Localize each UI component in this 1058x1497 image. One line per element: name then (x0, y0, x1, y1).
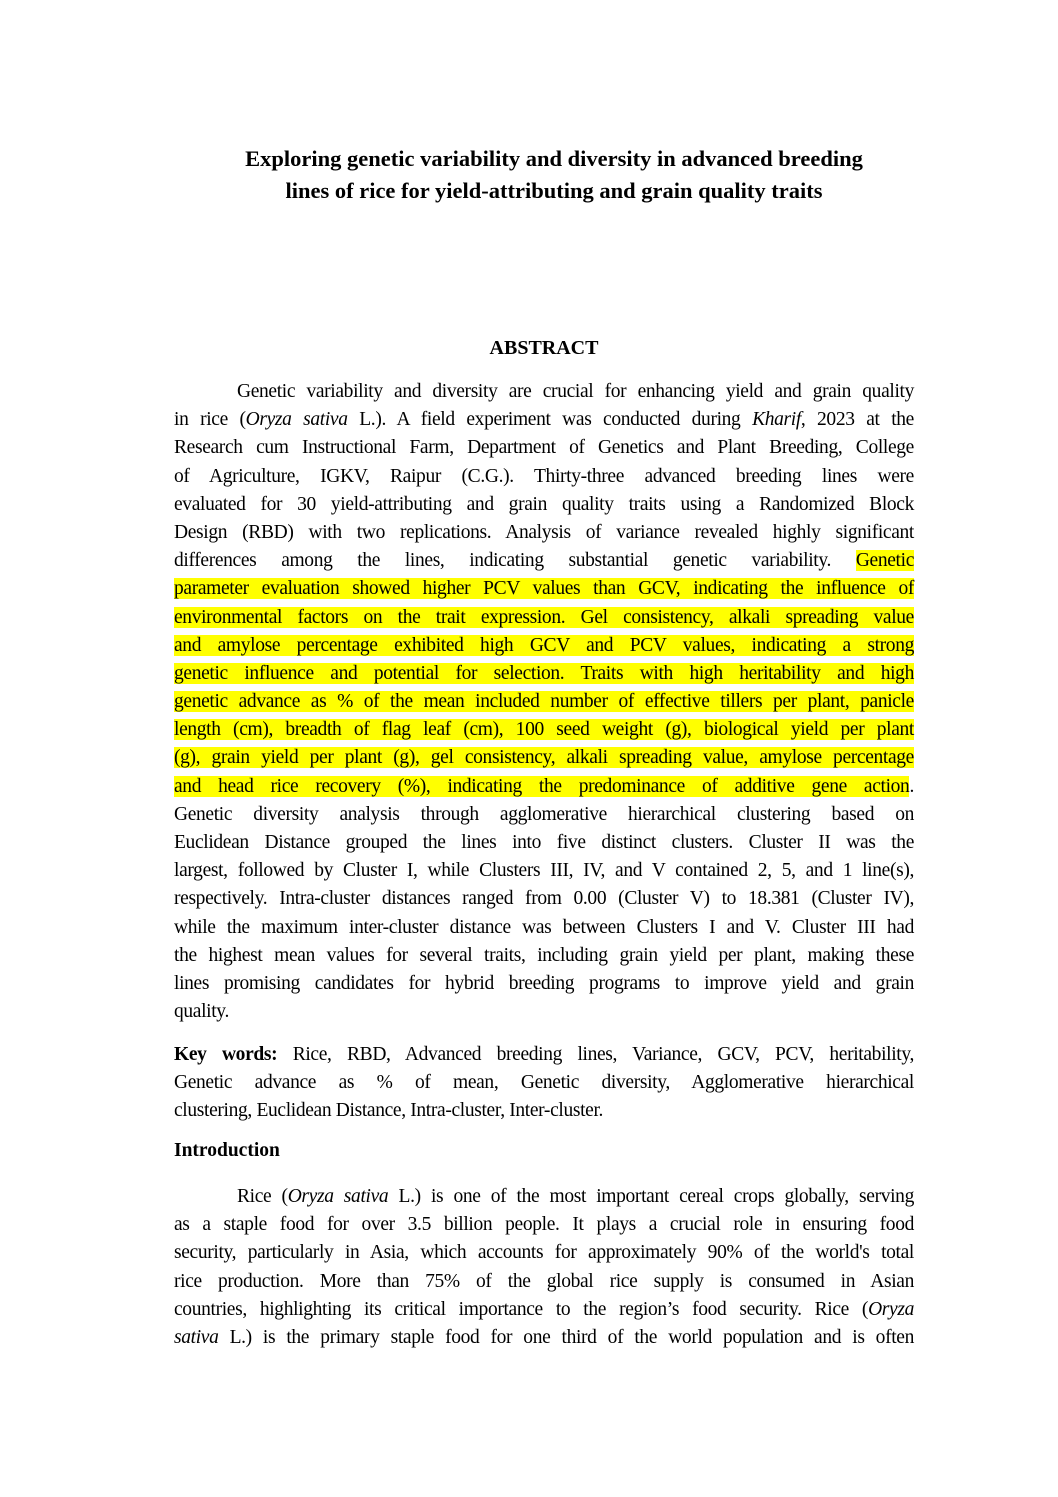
text-line (174, 688, 914, 716)
text-line (174, 660, 914, 688)
paper-title (150, 143, 958, 207)
text-line (174, 1041, 914, 1069)
text-segment: in rice ( (174, 409, 246, 431)
text-segment: quality. (174, 1001, 229, 1023)
highlighted-text: environmental factors on the trait expression. Gel consistency, alkali spreading value (174, 606, 914, 628)
italic-text: Oryza sativa (245, 409, 348, 431)
text-line (174, 970, 914, 998)
abstract-paragraph (174, 378, 914, 1026)
text-line (174, 519, 914, 547)
text-line (174, 744, 914, 772)
text-segment: Euclidean Distance grouped the lines into five distinct clusters. Cluster II was the (174, 832, 914, 853)
text-segment: L.) is the primary staple food for one third of the world population and is often (218, 1326, 914, 1348)
highlighted-text: length (cm), breadth of flag leaf (cm), 100 seed weight (g), biological yield per plant (174, 719, 914, 741)
introduction-heading: Introduction (174, 1140, 280, 1161)
text-line (174, 575, 914, 603)
italic-text: Oryza sativa (287, 1186, 389, 1207)
text-line (174, 716, 914, 744)
text-segment: clustering, Euclidean Distance, Intra-cluster, Inter-cluster. (174, 1100, 604, 1122)
highlighted-text: parameter evaluation showed higher PCV values than GCV, indicating the influence of (174, 578, 914, 600)
highlighted-text: genetic advance as % of the mean included number of effective tillers per plant, panicle (174, 691, 914, 713)
text-line (174, 773, 914, 801)
highlighted-text: genetic influence and potential for selection. Traits with high heritability and high (174, 662, 914, 684)
text-line (174, 434, 914, 462)
keywords-paragraph (174, 1041, 914, 1126)
introduction-paragraph (174, 1183, 914, 1352)
text-segment: Research cum Instructional Farm, Department of Genetics and Plant Breeding, College (174, 437, 914, 459)
text-segment: lines promising candidates for hybrid breeding programs to improve yield and grain (174, 972, 914, 994)
text-line (174, 914, 914, 942)
text-segment: . (909, 775, 914, 797)
text-segment: largest, followed by Cluster I, while Clusters III, IV, and V contained 2, 5, and 1 line(s), (174, 860, 914, 882)
text-segment: L.) is one of the most important cereal crops globally, serving (388, 1186, 914, 1207)
text-segment: Design (RBD) with two replications. Analysis of variance revealed highly significant (174, 521, 914, 543)
title-line-1: Exploring genetic variability and diversity in advanced breeding (245, 146, 863, 171)
text-line (174, 1211, 914, 1239)
text-line (174, 378, 914, 406)
text-line (174, 998, 914, 1026)
text-line (174, 829, 914, 857)
text-line (174, 1239, 914, 1267)
text-line (174, 406, 914, 434)
text-line (174, 463, 914, 491)
text-line (174, 632, 914, 660)
text-line (174, 1268, 914, 1296)
italic-text: sativa (174, 1326, 219, 1348)
text-segment: as a staple food for over 3.5 billion people. It plays a crucial role in ensuring food (174, 1214, 914, 1236)
text-line (174, 604, 914, 632)
highlighted-text: Genetic (855, 550, 914, 572)
text-segment: evaluated for 30 yield-attributing and grain quality traits using a Randomized Block (174, 493, 914, 515)
text-line (174, 491, 914, 519)
text-line (174, 1183, 914, 1211)
text-line (174, 857, 914, 885)
highlighted-text: (g), grain yield per plant (g), gel consistency, alkali spreading value, amylose percentage (174, 747, 914, 769)
text-segment: of Agriculture, IGKV, Raipur (C.G.). Thirty-three advanced breeding lines were (174, 465, 914, 487)
text-segment: respectively. Intra-cluster distances ranged from 0.00 (Cluster V) to 18.381 (Cluster IV), (174, 888, 914, 910)
text-segment: security, particularly in Asia, which accounts for approximately 90% of the world's total (174, 1242, 914, 1264)
text-segment: L.). A field experiment was conducted during (347, 409, 753, 431)
text-segment: rice production. More than 75% of the global rice supply is consumed in Asian (174, 1270, 914, 1292)
text-segment: Genetic diversity analysis through agglomerative hierarchical clustering based on (174, 803, 914, 825)
text-segment: differences among the lines, indicating substantial genetic variability. (174, 550, 856, 572)
text-line (174, 1324, 914, 1352)
text-segment: the highest mean values for several traits, including grain yield per plant, making these (174, 944, 914, 966)
text-segment: , 2023 at the (800, 409, 914, 431)
text-segment: Rice ( (237, 1186, 288, 1207)
text-line (174, 547, 914, 575)
abstract-heading: ABSTRACT (489, 337, 599, 359)
text-segment: while the maximum inter-cluster distance was between Clusters I and V. Cluster III had (174, 916, 914, 938)
text-segment: countries, highlighting its critical importance to the region’s food security. Rice ( (174, 1298, 869, 1320)
title-line-2: lines of rice for yield-attributing and grain quality traits (285, 178, 823, 203)
text-line (174, 1069, 914, 1097)
bold-label: Key words: (174, 1044, 278, 1065)
text-line (174, 801, 914, 829)
text-segment: Genetic variability and diversity are crucial for enhancing yield and grain quality (237, 381, 914, 402)
text-line (174, 885, 914, 913)
text-segment: Genetic advance as % of mean, Genetic diversity, Agglomerative hierarchical (174, 1072, 914, 1094)
highlighted-text: and amylose percentage exhibited high GCV and PCV values, indicating a strong (174, 634, 914, 656)
text-line (174, 1296, 914, 1324)
text-line (174, 1097, 914, 1125)
text-segment: Rice, RBD, Advanced breeding lines, Variance, GCV, PCV, heritability, (277, 1044, 914, 1065)
text-line (174, 942, 914, 970)
italic-text: Kharif (752, 409, 801, 431)
highlighted-text: and head rice recovery (%), indicating the predominance of additive gene action (174, 775, 910, 797)
italic-text: Oryza (868, 1298, 914, 1320)
